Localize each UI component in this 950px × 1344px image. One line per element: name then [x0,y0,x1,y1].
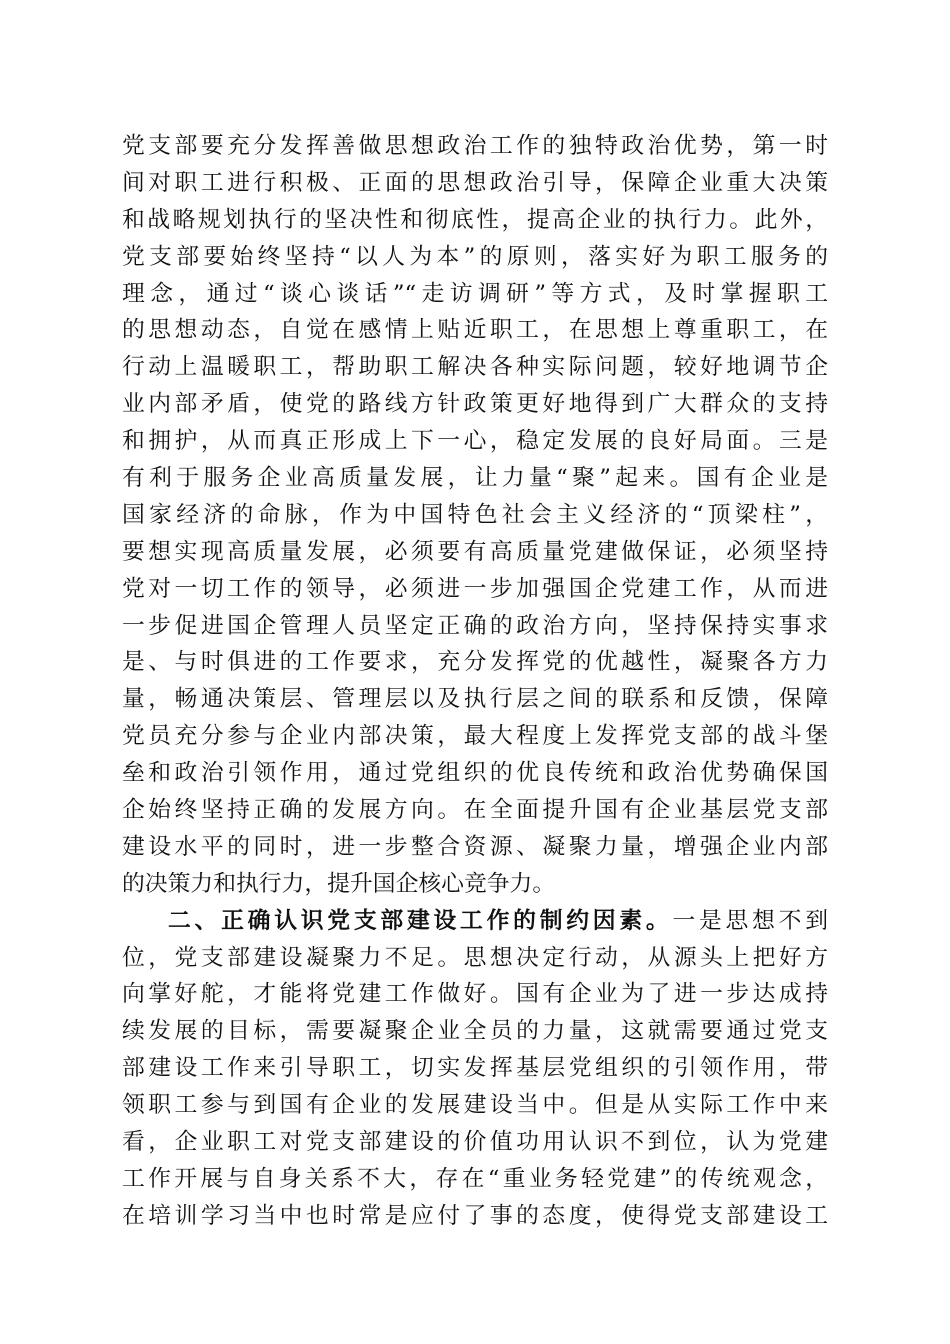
paragraph-line: 有利于服务企业高质量发展，让力量“聚”起来。国有企业是 [122,465,828,492]
paragraph-line: 间对职工进行积极、正面的思想政治引导，保障企业重大决策 [122,169,828,196]
paragraph-first-line [122,903,828,940]
paragraph-line: 国家经济的命脉，作为中国特色社会主义经济的“顶梁柱”， [122,501,828,528]
paragraph-line: 党支部要充分发挥善做思想政治工作的独特政治优势，第一时 [122,133,828,159]
paragraph-line: 业内部矛盾，使党的路线方针政策更好地得到广大群众的支持 [122,391,828,418]
paragraph-line: 垒和政治引领作用，通过党组织的优良传统和政治优势确保国 [122,760,828,787]
paragraph-line: 建设水平的同时，进一步整合资源、凝聚力量，增强企业内部 [122,833,828,860]
paragraph-line: 行动上温暖职工，帮助职工解决各种实际问题，较好地调节企 [122,354,828,381]
paragraph-line: 续发展的目标，需要凝聚企业全员的力量，这就需要通过党支 [122,1018,828,1045]
paragraph-line: 企始终坚持正确的发展方向。在全面提升国有企业基层党支部 [122,797,828,824]
paragraph-line: 向掌好舵，才能将党建工作做好。国有企业为了进一步达成持 [122,981,828,1008]
paragraph-1 [122,128,828,903]
paragraph-line: 和拥护，从而真正形成上下一心，稳定发展的良好局面。三是 [122,428,828,455]
paragraph-line: 党员充分参与企业内部决策，最大程度上发挥党支部的战斗堡 [122,723,828,750]
paragraph-line: 量，畅通决策层、管理层以及执行层之间的联系和反馈，保障 [122,686,828,713]
paragraph-line: 是、与时俱进的工作要求，充分发挥党的优越性，凝聚各方力 [122,649,828,676]
paragraph-line: 党支部要始终坚持“以人为本”的原则，落实好为职工服务的 [122,243,828,270]
paragraph-line: 的决策力和执行力，提升国企核心竞争力。 [122,870,556,897]
paragraph-line-rest: 一是思想不到 [672,907,829,934]
paragraph-line: 一步促进国企管理人员坚定正确的政治方向，坚持保持实事求 [122,612,828,639]
paragraph-line: 党对一切工作的领导，必须进一步加强国企党建工作，从而进 [122,575,828,602]
document-body [122,128,828,1235]
paragraph-line: 和战略规划执行的坚决性和彻底性，提高企业的执行力。此外， [122,206,828,233]
section-heading: 二、正确认识党支部建设工作的制约因素。 [168,907,673,934]
paragraph-line: 的思想动态，自觉在感情上贴近职工，在思想上尊重职工，在 [122,317,828,344]
paragraph-line: 工作开展与自身关系不大，存在“重业务轻党建”的传统观念， [122,1165,828,1192]
paragraph-line: 理念，通过“谈心谈话”“走访调研”等方式，及时掌握职工 [122,280,828,307]
paragraph-line: 要想实现高质量发展，必须要有高质量党建做保证，必须坚持 [122,538,828,565]
paragraph-line: 部建设工作来引导职工，切实发挥基层党组织的引领作用，带 [122,1055,828,1082]
paragraph-line: 领职工参与到国有企业的发展建设当中。但是从实际工作中来 [122,1092,828,1119]
paragraph-2 [122,903,828,1235]
paragraph-line: 在培训学习当中也时常是应付了事的态度，使得党支部建设工 [122,1202,828,1229]
paragraph-line: 位，党支部建设凝聚力不足。思想决定行动，从源头上把好方 [122,944,828,971]
paragraph-line: 看，企业职工对党支部建设的价值功用认识不到位，认为党建 [122,1129,828,1156]
